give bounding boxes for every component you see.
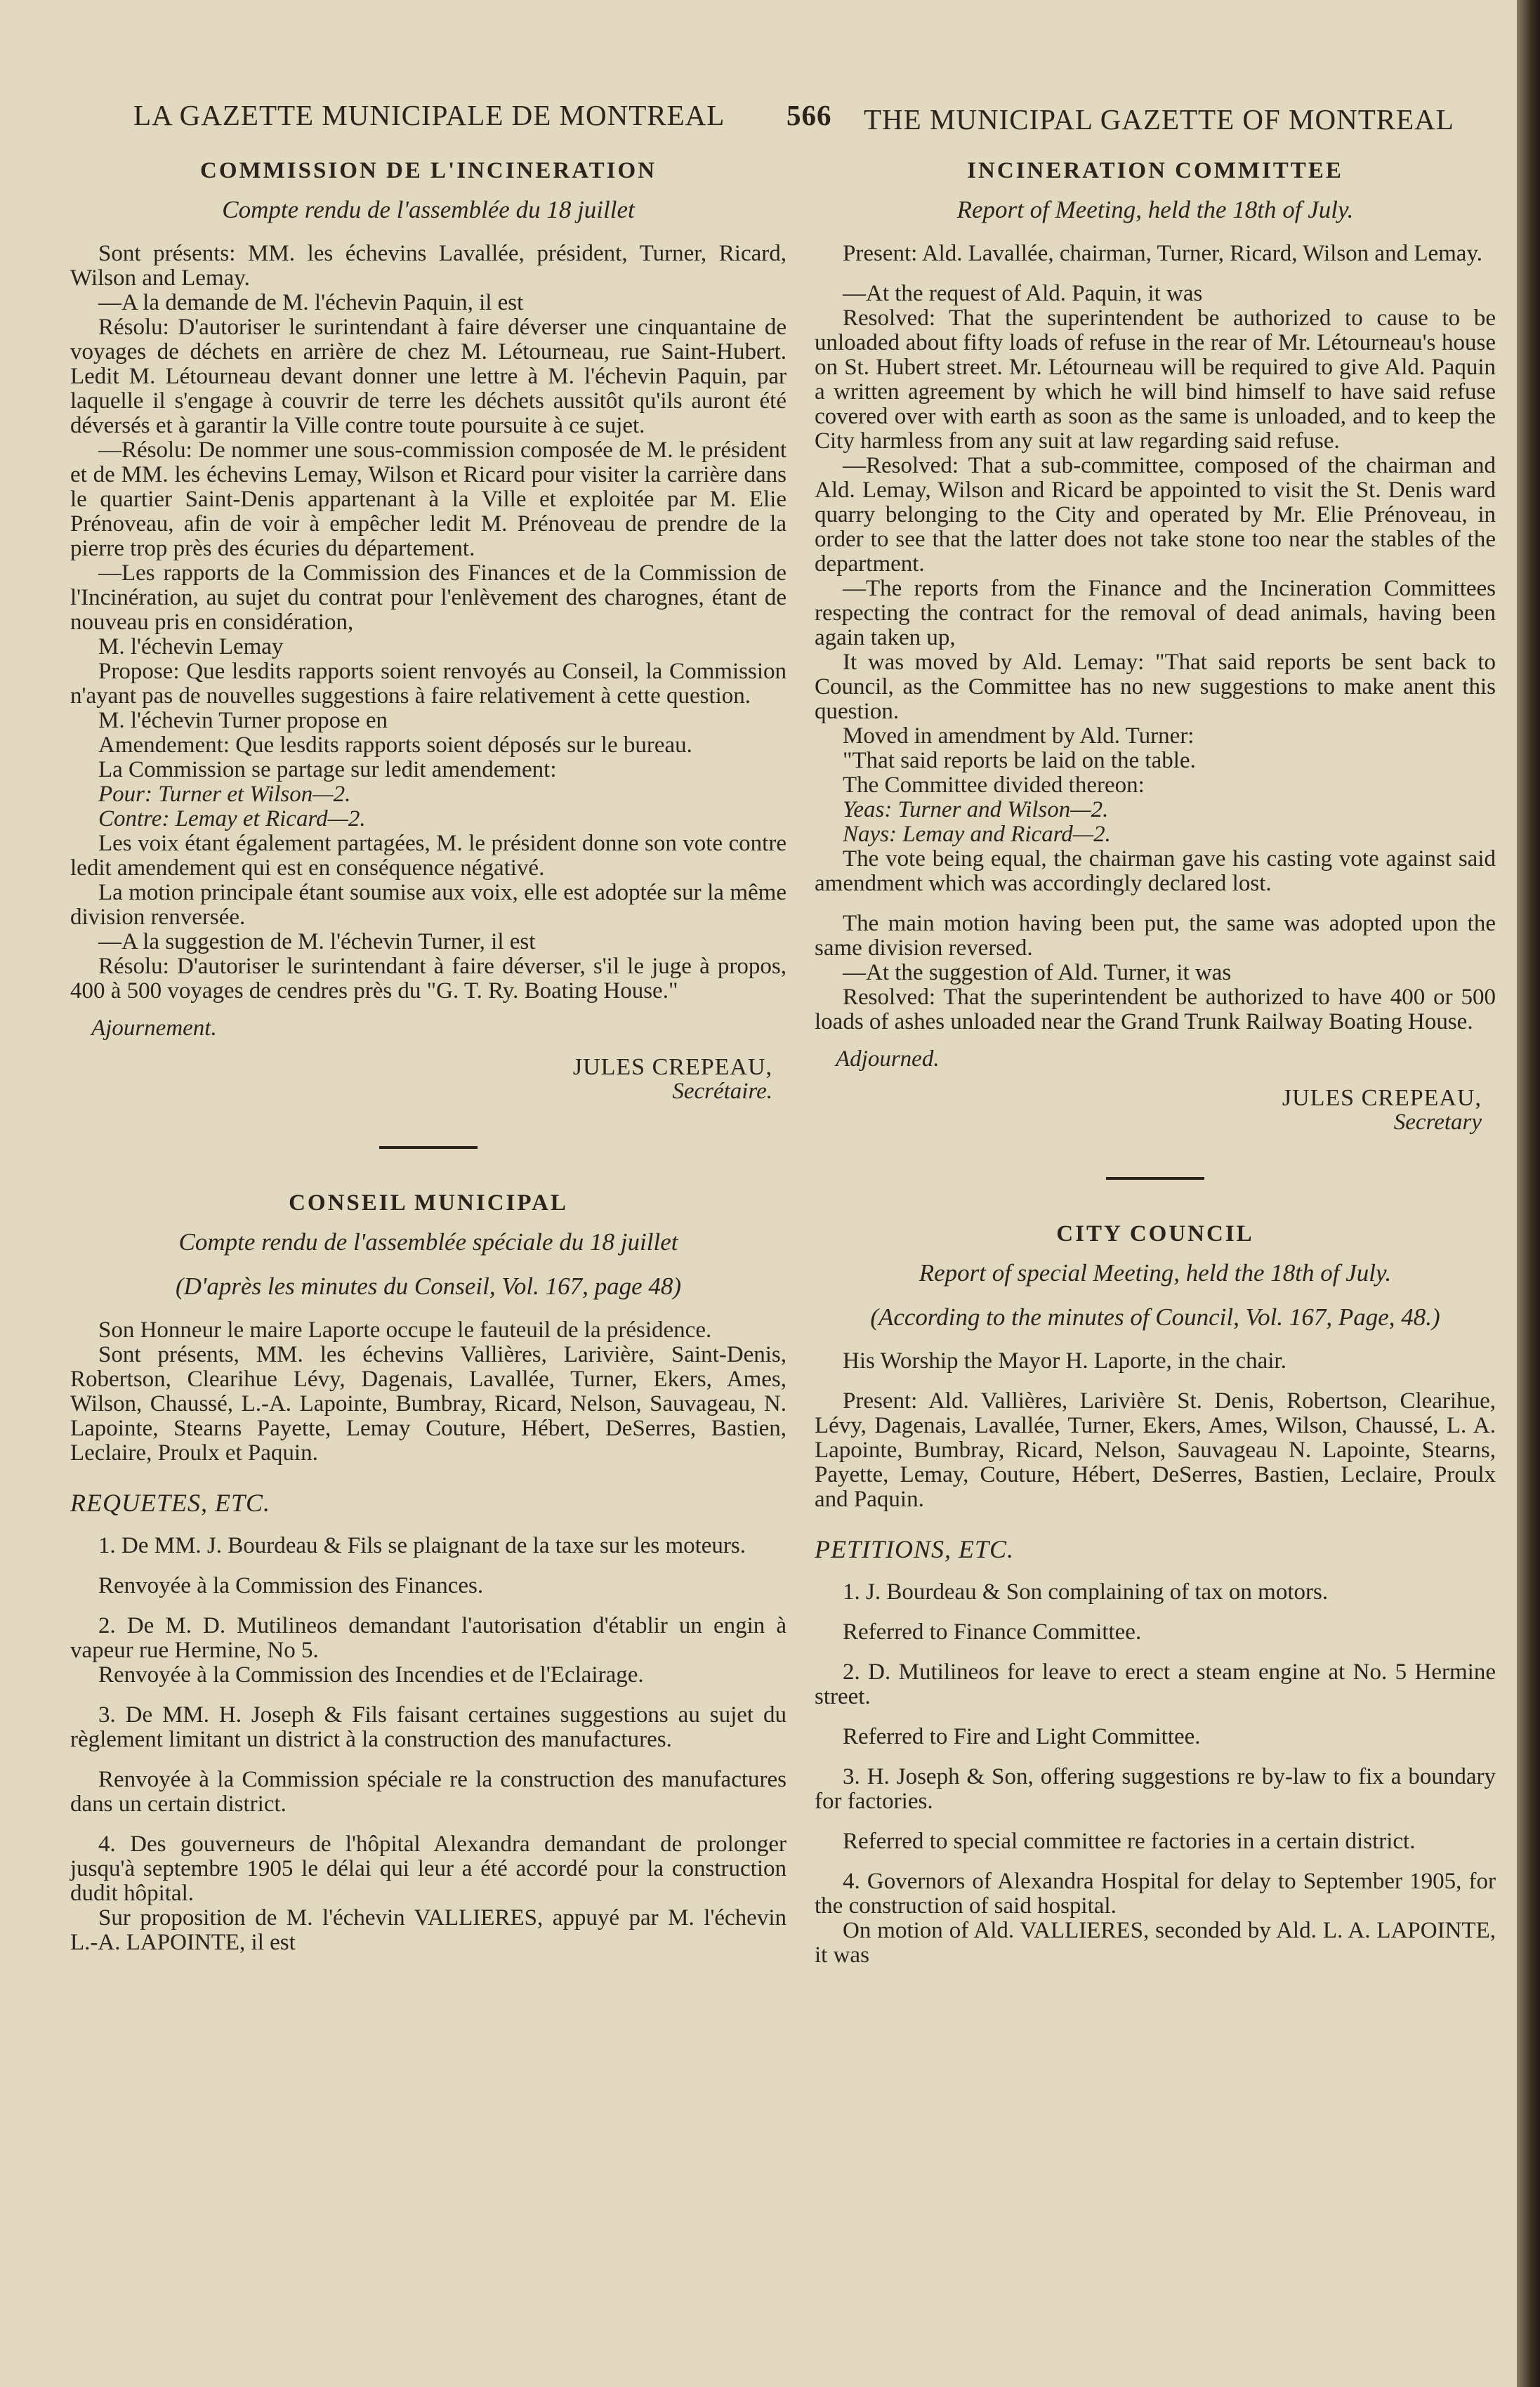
en-council-intro: Present: Ald. Vallières, Larivière St. Denis, Robertson, Clearihue, Lévy, Dagenais, Lavallée, Turner, Ekers, Ames, Wilson, Chaussé, L. A. Lapointe, Bumbray, Ricard, Nelson, Sauvageau N. Lapointe, Stearns, Payette, Lemay, Couture, Hébert, DeSerres, Bastien, Leclaire, Proulx and Paquin. xyxy=(815,1388,1496,1512)
fr-council-intro: Son Honneur le maire Laporte occupe le fauteuil de la présidence. xyxy=(98,1317,712,1343)
en-adjournment: Adjourned. xyxy=(836,1046,940,1072)
en-inc-para: Yeas: Turner and Wilson—2. xyxy=(843,797,1109,822)
fr-incineration-title: COMMISSION DE L'INCINERATION xyxy=(200,158,657,183)
en-petition-motion: On motion of Ald. VALLIERES, seconded by Ald. L. A. LAPOINTE, it was xyxy=(815,1918,1496,1968)
fr-inc-para: M. l'échevin Turner propose en xyxy=(98,708,388,733)
fr-inc-para: La motion principale étant soumise aux voix, elle est adoptée sur la même division renversée. xyxy=(70,880,787,930)
en-petition-item: 2. D. Mutilineos for leave to erect a steam engine at No. 5 Hermine street. xyxy=(815,1659,1496,1709)
en-signature xyxy=(815,1086,1496,1135)
en-inc-para: —At the request of Ald. Paquin, it was xyxy=(843,281,1203,306)
fr-council-subtitle: Compte rendu de l'assemblée spéciale du 18 juillet xyxy=(178,1228,678,1256)
fr-request-item: 2. De M. D. Mutilineos demandant l'autorisation d'établir un engin à vapeur rue Hermine, No 5. xyxy=(70,1613,787,1663)
en-council-title: CITY COUNCIL xyxy=(1056,1221,1254,1247)
en-inc-para: "That said reports be laid on the table. xyxy=(843,748,1196,773)
fr-request-referral: Renvoyée à la Commission des Incendies et de l'Eclairage. xyxy=(98,1662,644,1688)
fr-incineration-subtitle: Compte rendu de l'assemblée du 18 juillet xyxy=(222,196,635,223)
en-petition-referral: Referred to special committee re factories in a certain district. xyxy=(843,1829,1416,1854)
fr-inc-para: Sont présents: MM. les échevins Lavallée, président, Turner, Ricard, Wilson and Lemay. xyxy=(70,241,787,291)
en-council-intro: His Worship the Mayor H. Laporte, in the chair. xyxy=(843,1348,1286,1374)
en-incineration-subtitle: Report of Meeting, held the 18th of July. xyxy=(956,196,1354,223)
fr-council-minutes-ref: (D'après les minutes du Conseil, Vol. 167, page 48) xyxy=(175,1273,682,1300)
en-inc-para: The Committee divided thereon: xyxy=(843,772,1145,798)
en-inc-para: Resolved: That the superintendent be authorized to cause to be unloaded about fifty loads of refuse in the rear of Mr. Létourneau's house on St. Hubert street. Mr. Létourneau will be required to give Ald. Paquin a written agreement by which he will bind himself to have said refuse covered over with earth as soon as the same is unloaded, and to keep the City harmless from any suit at law regarding said refuse. xyxy=(815,305,1496,454)
fr-inc-para: —A la suggestion de M. l'échevin Turner, il est xyxy=(98,929,536,954)
fr-adjournment: Ajournement. xyxy=(91,1015,217,1041)
fr-council-intro: Sont présents, MM. les échevins Vallières, Larivière, Saint-Denis, Robertson, Clearihue Lévy, Dagenais, Lavallée, Turner, Ekers, Ames, Wilson, Chaussé, L.-A. Lapointe, Bumbray, Ricard, Nelson, Sauvageau, N. Lapointe, Stearns Payette, Lemay Couture, Hébert, DeSerres, Bastien, Leclaire, Proulx et Paquin. xyxy=(70,1342,787,1466)
en-inc-para: —The reports from the Finance and the Incineration Committees respecting the contract for the removal of dead animals, having been again taken up, xyxy=(815,576,1496,650)
fr-inc-para: Les voix étant également partagées, M. le président donne son vote contre ledit amendement qui est en conséquence négativé. xyxy=(70,831,787,881)
fr-signature-role: Secrétaire. xyxy=(672,1079,772,1104)
en-petitions-heading: PETITIONS, ETC. xyxy=(815,1535,1015,1563)
fr-inc-para: M. l'échevin Lemay xyxy=(98,634,284,659)
fr-inc-para: Résolu: D'autoriser le surintendant à faire déverser une cinquantaine de voyages de déchets en arrière de chez M. Létourneau, rue Saint-Hubert. Ledit M. Létourneau devant donner une lettre à M. l'échevin Paquin, par laquelle il s'engage à couvrir de terre les déchets aussitôt qu'ils auront été déversés et à garantir la Ville contre toute poursuite à ce sujet. xyxy=(70,315,787,438)
en-inc-para: Present: Ald. Lavallée, chairman, Turner, Ricard, Wilson and Lemay. xyxy=(843,241,1483,266)
fr-inc-para: —A la demande de M. l'échevin Paquin, il est xyxy=(98,290,524,315)
page-number: 566 xyxy=(787,99,832,131)
fr-signature xyxy=(70,1055,787,1104)
en-inc-para: The vote being equal, the chairman gave his casting vote against said amendment which was accordingly declared lost. xyxy=(815,846,1496,896)
en-petition-referral: Referred to Fire and Light Committee. xyxy=(843,1724,1201,1749)
fr-request-referral: Renvoyée à la Commission spéciale re la construction des manufactures dans un certain district. xyxy=(70,1767,787,1817)
en-petition-referral: Referred to Finance Committee. xyxy=(843,1619,1142,1645)
fr-request-item: 4. Des gouverneurs de l'hôpital Alexandra demandant de prolonger jusqu'à septembre 1905 le délai qui leur a été accordé pour la construction dudit hôpital. xyxy=(70,1832,787,1906)
header-english-title: THE MUNICIPAL GAZETTE OF MONTREAL xyxy=(864,103,1454,136)
en-signature-role: Secretary xyxy=(1393,1110,1482,1135)
fr-inc-para: Résolu: D'autoriser le surintendant à faire déverser, s'il le juge à propos, 400 à 500 voyages de cendres près du "G. T. Ry. Boating House." xyxy=(70,954,787,1004)
header-french-title: LA GAZETTE MUNICIPALE DE MONTREAL xyxy=(133,99,725,131)
en-inc-para: Nays: Lemay and Ricard—2. xyxy=(843,822,1111,847)
en-section-divider xyxy=(1106,1177,1204,1180)
en-petition-item: 1. J. Bourdeau & Son complaining of tax on motors. xyxy=(843,1579,1329,1605)
en-inc-para: Moved in amendment by Ald. Turner: xyxy=(843,723,1195,749)
fr-inc-para: —Résolu: De nommer une sous-commission composée de M. le président et de MM. les échevins Lemay, Wilson et Ricard pour visiter la carrière dans le quartier Saint-Denis appartenant à la Ville et exploitée par M. Elie Prénoveau, afin de voir à empêcher ledit M. Prénoveau de prendre de la pierre trop près des écuries du département. xyxy=(70,438,787,561)
fr-inc-para: Amendement: Que lesdits rapports soient déposés sur le bureau. xyxy=(98,732,692,758)
fr-request-referral: Renvoyée à la Commission des Finances. xyxy=(98,1573,484,1598)
en-incineration-title: INCINERATION COMMITTEE xyxy=(967,158,1343,183)
en-inc-para: The main motion having been put, the same was adopted upon the same division reversed. xyxy=(815,911,1496,961)
fr-signature-name: JULES CREPEAU, xyxy=(572,1054,772,1080)
en-petition-item: 4. Governors of Alexandra Hospital for delay to September 1905, for the construction of said hospital. xyxy=(815,1869,1496,1919)
fr-request-motion: Sur proposition de M. l'échevin VALLIERES, appuyé par M. l'échevin L.-A. LAPOINTE, il est xyxy=(70,1905,787,1955)
english-column xyxy=(815,154,1496,1968)
fr-requests-heading: REQUETES, ETC. xyxy=(70,1489,271,1517)
en-inc-para: —At the suggestion of Ald. Turner, it was xyxy=(843,960,1232,985)
fr-inc-para: Propose: Que lesdits rapports soient renvoyés au Conseil, la Commission n'ayant pas de nouvelles suggestions à faire relativement à cette question. xyxy=(70,659,787,709)
fr-inc-para: La Commission se partage sur ledit amendement: xyxy=(98,757,557,782)
en-council-minutes-ref: (According to the minutes of Council, Vol. 167, Page, 48.) xyxy=(870,1303,1440,1331)
page-header xyxy=(133,90,1468,139)
fr-inc-para: Contre: Lemay et Ricard—2. xyxy=(98,806,366,831)
book-spine-shadow xyxy=(1517,0,1540,2387)
en-signature-name: JULES CREPEAU, xyxy=(1282,1085,1482,1111)
fr-request-item: 1. De MM. J. Bourdeau & Fils se plaignant de la taxe sur les moteurs. xyxy=(98,1533,746,1558)
fr-request-item: 3. De MM. H. Joseph & Fils faisant certaines suggestions au sujet du règlement limitant un district à la construction des manufactures. xyxy=(70,1702,787,1752)
en-inc-para: It was moved by Ald. Lemay: "That said reports be sent back to Council, as the Committee has no new suggestions to make anent this question. xyxy=(815,650,1496,724)
en-council-subtitle: Report of special Meeting, held the 18th of July. xyxy=(919,1259,1392,1287)
en-inc-para: —Resolved: That a sub-committee, composed of the chairman and Ald. Lemay, Wilson and Ricard be appointed to visit the St. Denis ward quarry belonging to the City and operated by Mr. Elie Prénoveau, in order to see that the latter does not take stone too near the stables of the department. xyxy=(815,453,1496,577)
fr-inc-para: —Les rapports de la Commission des Finances et de la Commission de l'Incinération, au sujet du contrat pour l'enlèvement des charognes, étant de nouveau pris en considération, xyxy=(70,560,787,635)
fr-inc-para: Pour: Turner et Wilson—2. xyxy=(98,782,351,807)
en-inc-para: Resolved: That the superintendent be authorized to have 400 or 500 loads of ashes unloaded near the Grand Trunk Railway Boating House. xyxy=(815,985,1496,1034)
en-petition-item: 3. H. Joseph & Son, offering suggestions re by-law to fix a boundary for factories. xyxy=(815,1764,1496,1814)
fr-section-divider xyxy=(379,1146,478,1149)
french-column xyxy=(70,154,787,1955)
fr-council-title: CONSEIL MUNICIPAL xyxy=(289,1190,568,1216)
